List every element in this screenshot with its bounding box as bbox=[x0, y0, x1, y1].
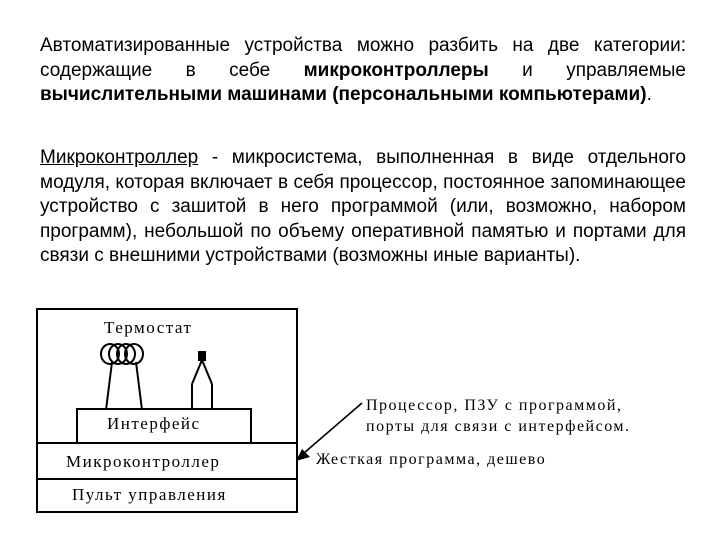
thermostat-label: Термостат bbox=[104, 318, 193, 337]
microcontroller-label: Микроконтроллер bbox=[66, 452, 221, 471]
diagram-note: Жесткая программа, дешево bbox=[316, 451, 547, 468]
intro-text-cont: и управляемые bbox=[488, 59, 686, 81]
temperature-probe-icon bbox=[192, 352, 212, 410]
callout-line-2: порты для связи с интерфейсом. bbox=[366, 418, 631, 435]
definition-text: - микросистема, выполненная в виде отдельного модуля, которая включает в себя процессор, постоянное запоминающее устройство с зашитой в него программой (или, возможно, набором программ), небольшой по объему оперативной памятью и портами для связи с внешними устройствами (возможны иные варианты). bbox=[40, 147, 686, 266]
heater-coil-icon bbox=[101, 344, 143, 410]
intro-text-end: . bbox=[646, 84, 652, 105]
arrow-head-icon bbox=[296, 449, 310, 461]
sensor-icons bbox=[90, 340, 230, 412]
intro-paragraph bbox=[40, 34, 686, 108]
interface-label: Интерфейс bbox=[107, 414, 201, 433]
definition-paragraph bbox=[40, 146, 686, 269]
term-computers: вычислительными машинами (персональными компьютерами) bbox=[40, 84, 647, 105]
control-panel-label: Пульт управления bbox=[72, 485, 227, 504]
intro-text: Автоматизированные устройства можно разбить на две категории: содержащие в себе bbox=[40, 35, 686, 81]
definition-term: Микроконтроллер bbox=[40, 147, 199, 168]
term-microcontrollers: микроконтроллеры bbox=[303, 59, 489, 81]
callout-line-1: Процессор, ПЗУ с программой, bbox=[366, 397, 623, 414]
